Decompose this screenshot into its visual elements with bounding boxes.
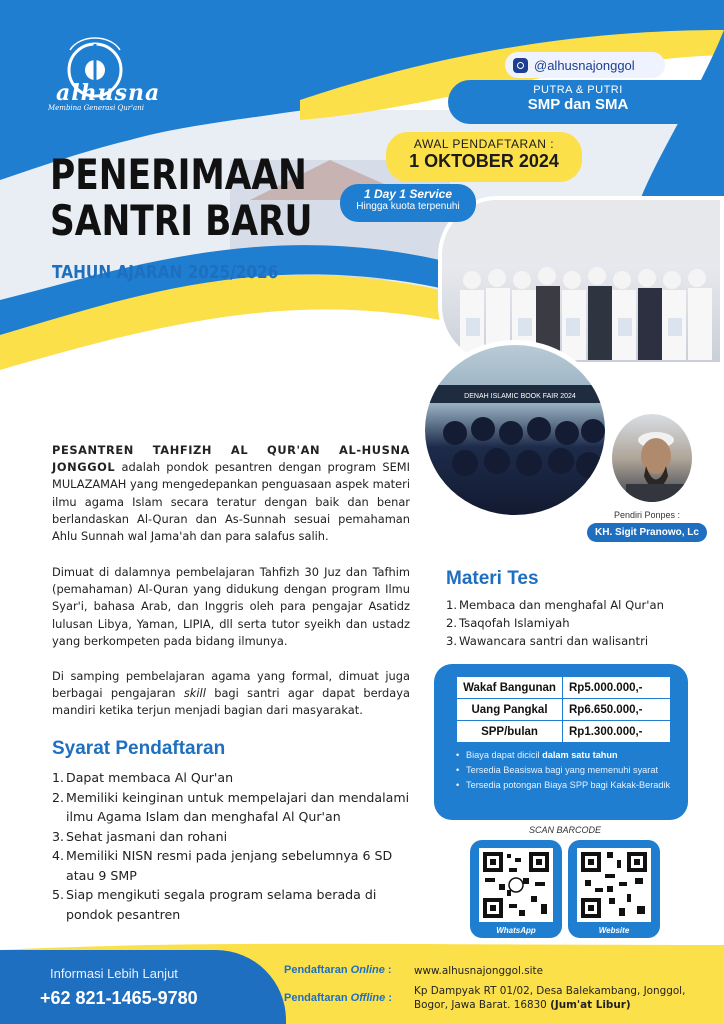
scan-label: SCAN BARCODE: [528, 825, 601, 835]
footer-phone[interactable]: +62 821-1465-9780: [40, 988, 198, 1008]
level-badge-bottom: SMP dan SMA: [527, 96, 629, 113]
service-title: 1 Day 1 Service: [363, 187, 453, 201]
founder-caption: [582, 510, 712, 552]
skill-paragraph: [52, 668, 410, 720]
online-registration-label: Pendaftaran Online :: [284, 964, 392, 976]
level-badge: [448, 80, 708, 124]
offline-registration-address: Kp Dampyak RT 01/02, Desa Balekambang, Jonggol, Bogor, Jawa Barat. 16830 (Jum'at Libur): [414, 985, 686, 1011]
service-note: Hingga kuota terpenuhi: [356, 201, 460, 212]
fee-table: [456, 676, 671, 743]
instagram-badge[interactable]: [505, 52, 665, 78]
list-item: 3. Wawancara santri dan walisantri: [446, 634, 649, 648]
group-photo: [438, 196, 724, 366]
list-item: 1. Membaca dan menghafal Al Qur'an: [446, 598, 664, 612]
founder-name: KH. Sigit Pranowo, Lc: [587, 523, 707, 542]
academic-year: TAHUN AJARAN 2025/2026: [52, 262, 279, 283]
list-item: 4. Memiliki NISN resmi pada jenjang sebelumnya 6 SD atau 9 SMP: [52, 848, 393, 883]
table-row: Wakaf Bangunan Rp5.000.000,-: [457, 677, 671, 699]
headline-line-2: SANTRI BARU: [50, 196, 313, 245]
registration-start-label: AWAL PENDAFTARAN :: [413, 137, 555, 151]
list-item: • Tersedia Beasiswa bagi yang memenuhi syarat: [456, 763, 684, 778]
fee-notes: [456, 748, 684, 793]
logo-wordmark: alhusna: [56, 80, 161, 106]
table-row: SPP/bulan Rp1.300.000,-: [457, 721, 671, 743]
syarat-list: [52, 768, 414, 924]
skill-paragraph-b: bagi santri agar dapat berdaya mandiri ketika terjun menjadi bagian dari masyarakat.: [52, 686, 410, 718]
instagram-handle: @alhusnajonggol: [534, 57, 635, 73]
intro-rest: adalah pondok pesantren dengan program SEMI MULAZAMAH yang mengedepankan penguasaan aspek materi ilmu agama Islam secara teratur dengan baik dan benar berlandaskan Al-Quran dan As-Sunnah sesuai pemahaman Ahlu Sunnah wal Jama'ah dan para salafus salih.: [52, 460, 410, 544]
group-photo-figures: [442, 200, 724, 366]
registration-start-badge: [386, 132, 582, 182]
founder-label: Pendiri Ponpes :: [613, 510, 681, 520]
skill-paragraph-italic: skill: [183, 686, 206, 701]
level-badge-top: PUTRA & PUTRI: [533, 84, 623, 96]
list-item: • Tersedia potongan Biaya SPP bagi Kakak-Beradik: [456, 778, 684, 793]
list-item: 3. Sehat jasmani dan rohani: [52, 828, 228, 844]
online-registration-url[interactable]: www.alhusnajonggol.site: [414, 965, 543, 977]
program-paragraph: Dimuat di dalamnya pembelajaran Tahfizh 30 Juz dan Tafhim (pemahaman) Al-Quran yang didukung dengan program Ilmu Syar'i, bahasa Arab, dan Inggris oleh para pengajar Asatidz lulusan Libya, Yaman, LIPIA, dll serta tutor syeikh dan ustadz yang berkompeten pada bidang ilmunya.: [52, 565, 410, 648]
qr-code-icon: [577, 848, 651, 922]
registration-start-date: 1 OKTOBER 2024: [409, 151, 559, 171]
materi-title: Materi Tes: [446, 568, 539, 589]
logo-tagline: Membina Generasi Qur'ani: [48, 104, 144, 112]
skill-paragraph-a: Di samping pembelajaran agama yang formal, dimuat juga berbagai pengajaran: [52, 669, 410, 701]
book-fair-banner: DENAH ISLAMIC BOOK FAIR 2024: [464, 393, 576, 400]
table-row: Uang Pangkal Rp6.650.000,-: [457, 699, 671, 721]
list-item: • Biaya dapat dicicil dalam satu tahun: [456, 748, 684, 763]
footer-contact-panel: [0, 950, 286, 1024]
materi-list: [446, 596, 706, 650]
syarat-title: Syarat Pendaftaran: [52, 738, 226, 759]
qr-code-icon: [479, 848, 553, 922]
footer-info-label: Informasi Lebih Lanjut: [50, 966, 178, 981]
list-item: 1. Dapat membaca Al Qur'an: [52, 770, 234, 785]
intro-bold: PESANTREN TAHFIZH AL QUR'AN AL-HUSNA JONGGOL: [52, 443, 410, 475]
headline-line-1: PENERIMAAN: [50, 150, 307, 199]
headline: [50, 152, 312, 244]
whatsapp-caption: WhatsApp: [496, 926, 536, 935]
website-caption: Website: [598, 926, 630, 935]
website-qr[interactable]: [568, 840, 660, 938]
offline-registration-label: Pendaftaran Offline :: [284, 992, 393, 1004]
intro-paragraph: [52, 442, 410, 545]
instagram-icon: [513, 58, 528, 73]
list-item: 2. Memiliki keinginan untuk mempelajari dan mendalami ilmu Agama Islam dan menghafal Al Qur'an: [52, 789, 410, 824]
founder-photo: [608, 410, 696, 506]
list-item: 5. Siap mengikuti segala program selama berada di pondok pesantren: [52, 887, 377, 922]
list-item: 2. Tsaqofah Islamiyah: [446, 616, 570, 630]
service-badge: [340, 184, 476, 222]
book-fair-photo: [420, 340, 610, 520]
whatsapp-qr[interactable]: [470, 840, 562, 938]
